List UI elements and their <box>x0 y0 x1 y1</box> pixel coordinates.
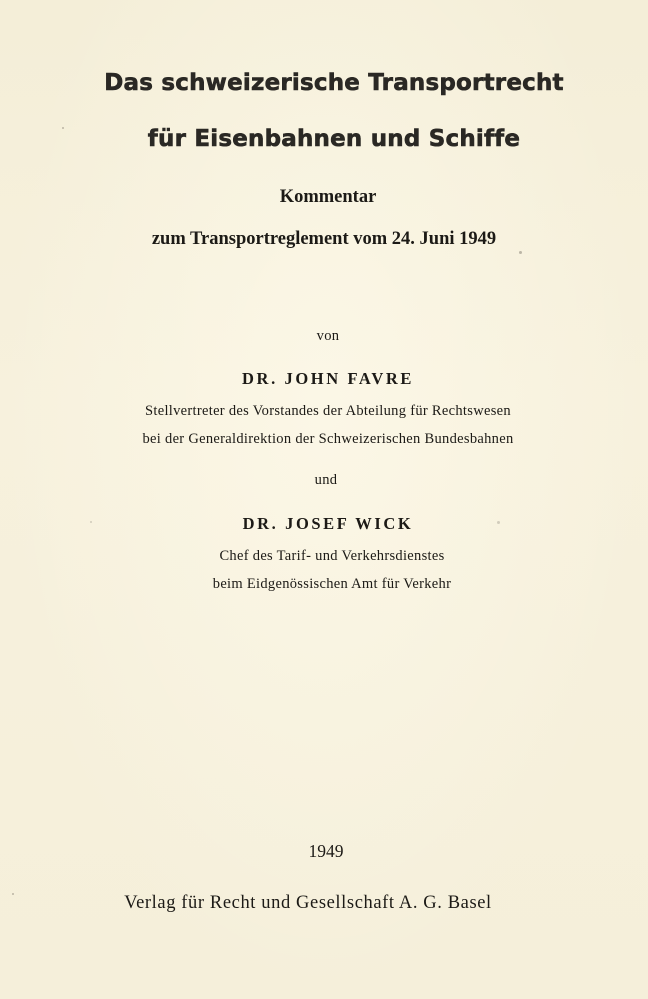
author-1-name: DR. JOHN FAVRE <box>242 369 414 388</box>
author-1-role-line-1: Stellvertreter des Vorstandes der Abteilung für Rechtswesen <box>145 403 511 419</box>
book-title-line-1: Das schweizerische Transportrecht <box>104 70 564 96</box>
author-2-name: DR. JOSEF WICK <box>242 514 414 533</box>
paper-speck <box>90 521 92 523</box>
paper-speck <box>62 127 64 129</box>
publisher-imprint: Verlag für Recht und Gesellschaft A. G. Basel <box>124 893 492 913</box>
paper-speck <box>519 251 522 254</box>
publication-year: 1949 <box>308 841 344 861</box>
by-label: von <box>316 328 340 344</box>
book-title-line-2: für Eisenbahnen und Schiffe <box>147 126 521 152</box>
subtitle-regulation: zum Transportreglement vom 24. Juni 1949 <box>151 229 497 249</box>
author-2-role-line-2: beim Eidgenössischen Amt für Verkehr <box>212 576 452 592</box>
paper-speck <box>497 521 500 524</box>
author-1-role-line-2: bei der Generaldirektion der Schweizerischen Bundesbahnen <box>142 431 514 447</box>
paper-speck <box>12 893 14 895</box>
subtitle-commentary: Kommentar <box>279 187 377 207</box>
conjunction-label: und <box>314 472 338 488</box>
author-2-role-line-1: Chef des Tarif- und Verkehrsdienstes <box>219 548 445 564</box>
